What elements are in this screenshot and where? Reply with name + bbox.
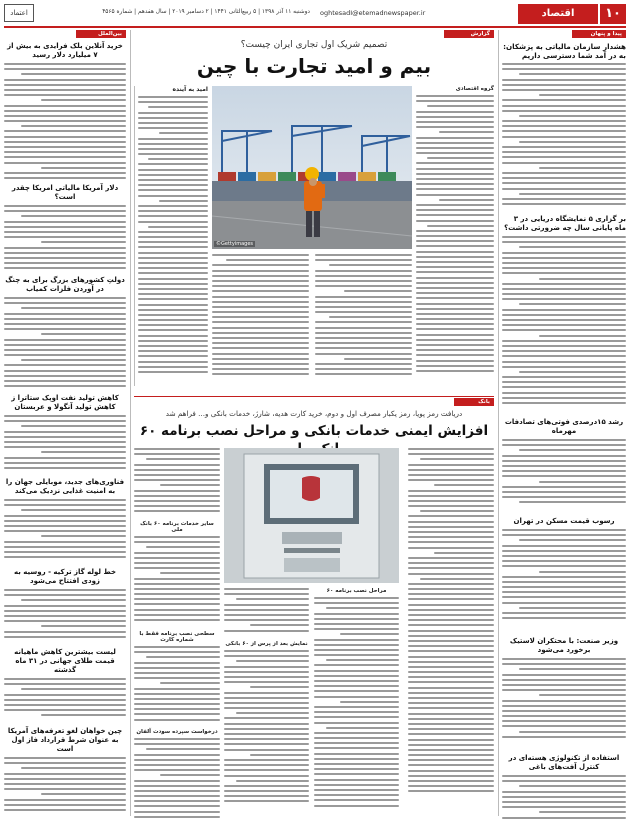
article-kicker: تصمیم شریک اول تجاری ایران چیست؟ — [240, 40, 388, 50]
side-box — [134, 86, 208, 386]
bank-body-center — [224, 588, 399, 812]
website-url[interactable]: oghtesadI@etemadnewspaper.ir — [320, 9, 426, 17]
page-number: ۱۰ — [605, 6, 621, 21]
article-title-china-tariff: چین خواهان لغو تعرفه‌های آمریکا به عنوان شرط قرارداد فاز اول است — [7, 727, 123, 753]
article-byline: گروه اقتصادی — [455, 86, 494, 92]
bank-subhead-c: سایر خدمات برنامه ۶۰ بانک ملی — [140, 521, 214, 533]
right-column — [502, 30, 626, 816]
article-title-housing: رسوب قیمت مسکن در تهران — [513, 517, 615, 525]
article-title-food-security: فناوری‌های جدید، موبایلی جهان را به امنیت غذایی نزدیک می‌کند — [5, 478, 125, 495]
section-tag-left: بین‌الملل — [76, 30, 126, 38]
article-title-rare-metals: دولتِ کشورهای بزرگ برای به چنگ در آوردن فلزات کمیاب — [5, 276, 125, 293]
section-rule — [134, 396, 494, 397]
china-trade-article — [134, 30, 494, 390]
article-body-maritime — [502, 236, 626, 414]
article-headline: بیم و امید تجارت با چین — [196, 54, 432, 78]
article-title-nuclear-agri: استفاده از تکنولوژی هسته‌ای در کنترل آفت‌های باغی — [508, 754, 620, 771]
logo-text: اعتماد — [10, 9, 28, 17]
article-body-center — [212, 254, 412, 386]
newspaper-logo — [4, 4, 34, 22]
article-title-us-tax: دلار آمریکا مالیاتی امریکا چقدر است؟ — [11, 184, 119, 201]
side-box-title: امید به آینده — [172, 86, 208, 93]
bank-body-right — [408, 448, 494, 812]
atm-illustration — [224, 448, 399, 583]
bank-kicker: دریافت رمز پویا، رمز یکبار مصرف اول و دوم، خرید کارت هدیه، شارژ، خدمات بانکی و... فراهم شد — [165, 409, 463, 418]
bank-subhead-d: سطحی نصب برنامه فقط با شماره کارت — [139, 631, 215, 643]
photo-credit-icon: © — [216, 241, 221, 247]
article-body-tires — [502, 658, 626, 750]
article-title-accidents: رشد ۱۵درصدی فوتی‌های تصادفات مهرماه — [504, 418, 624, 435]
atm-photo — [224, 448, 399, 583]
article-title-maritime: بر گزاری ۵ نمایشگاه دریایی در ۳ ماه پایانی سال چه ضرورتی داشت؟ — [504, 215, 626, 232]
section-tag-bank: بانک — [454, 398, 494, 406]
masthead — [0, 0, 630, 26]
left-column — [4, 30, 126, 816]
section-tag-report: گزارش — [444, 30, 494, 38]
port-photo — [212, 86, 412, 249]
header-divider — [4, 26, 626, 28]
section-tag-right: پیدا و پنهان — [572, 30, 626, 38]
article-title-black-friday: خرید آنلاین بلک فرایدی به بیش از ۷ میلیارد دلار رسید — [7, 42, 123, 59]
article-body-accidents — [502, 439, 626, 513]
article-body-tax — [502, 63, 626, 211]
section-name: اقتصاد — [541, 8, 575, 19]
side-box-body — [138, 96, 208, 386]
article-body-nuclear-agri — [502, 775, 626, 820]
article-title-gold: لیست بیشترین کاهش ماهیانه قیمت طلای جهانی در ۳۱ ماه گذشته — [14, 648, 116, 674]
bank-subhead-a: مراحل نصب برنامه ۶۰ — [326, 588, 387, 594]
page-number-badge — [600, 4, 626, 24]
bank-subhead-b: نمایش بعد از پرس از ۶۰ بانکی — [225, 641, 308, 647]
article-title-opec: کاهش تولید نفت اوپک ستاترا ز کاهش تولید آنگولا و عربستان — [11, 394, 119, 411]
article-body-right — [416, 86, 494, 386]
article-title-tax: هشدار سازمان مالیاتی به پزشکان: به در آمد شما دسترسی داریم — [503, 42, 626, 60]
bank-body-left — [134, 448, 220, 812]
photo-credit: ©Gettyimages — [216, 241, 254, 247]
port-photo-illustration — [212, 86, 412, 249]
article-body-housing — [502, 529, 626, 633]
section-banner — [518, 4, 598, 24]
article-title-tires: وزیر صنعت: با محتکران لاستیک برخورد می‌شود — [509, 637, 619, 654]
article-title-pipeline: خط لوله گاز ترکیه - روسیه به زودی افتتاح می‌شود — [13, 568, 117, 585]
bank-subhead-e: درخواست سپرده سودت آلفان — [136, 729, 218, 735]
column-divider-left — [130, 30, 131, 816]
dateline: دوشنبه ۱۱ آذر ۱۳۹۸ | ۵ ربیع‌الثانی ۱۴۴۱ | ۲ دسامبر ۲۰۱۹ | سال هفدهم | شماره ۴۵۶۵ — [102, 9, 310, 15]
column-divider-right — [498, 30, 499, 816]
bank-article — [134, 398, 494, 816]
bank-headline: افزایش ایمنی خدمات بانکی و مراحل نصب برنامه ۶۰ — [139, 423, 489, 439]
